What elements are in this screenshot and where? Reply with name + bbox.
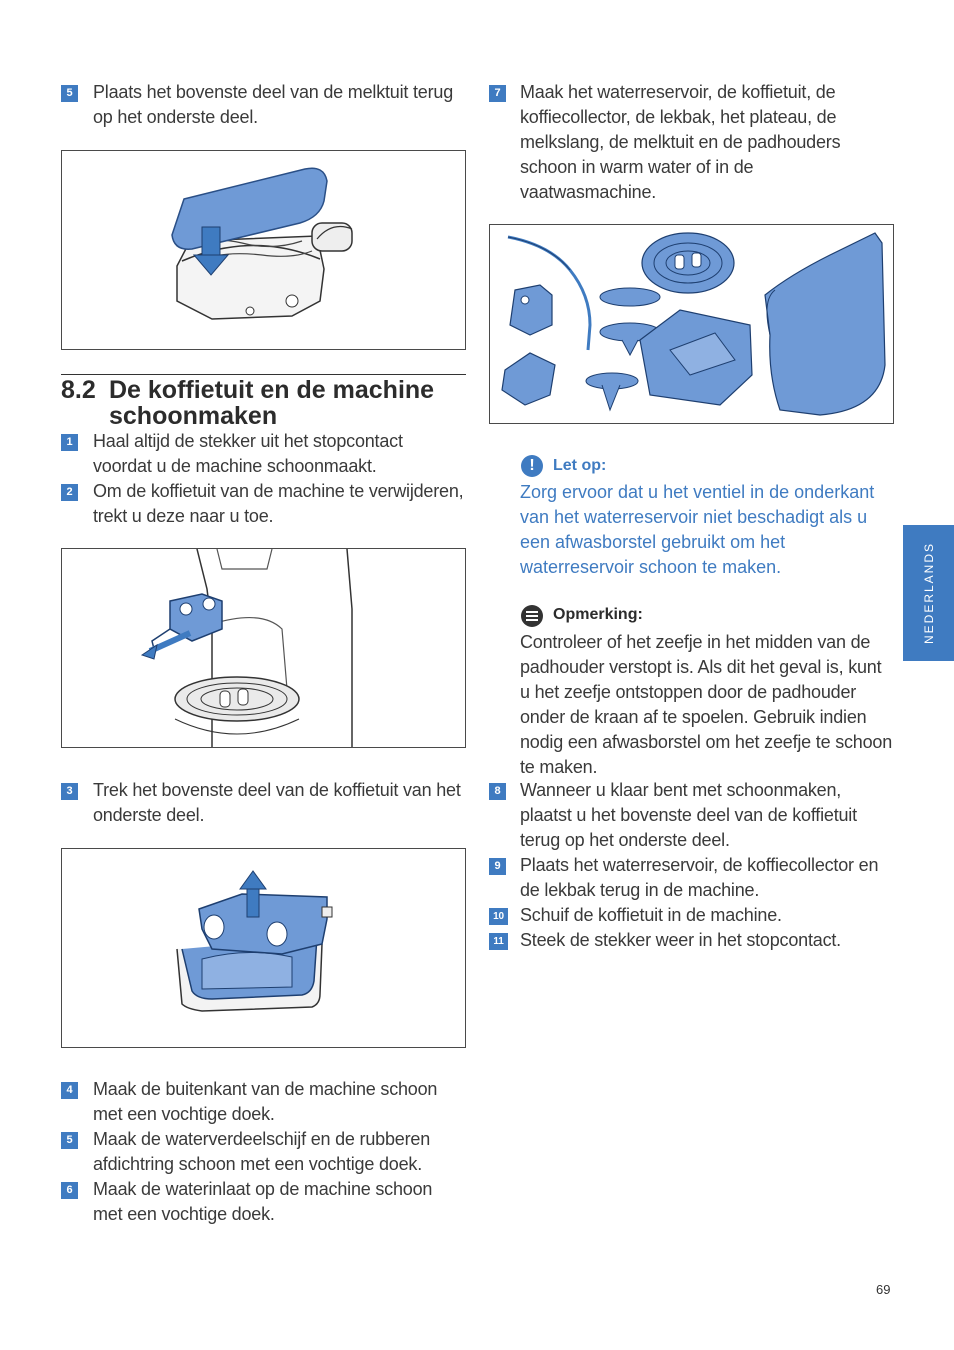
section-title: De koffietuit en de machine schoonmaken [109, 376, 435, 430]
step-5-waterverdeelschijf [61, 1127, 466, 1177]
step-text: Maak de waterinlaat op de machine schoon met een vochtige doek. [93, 1179, 433, 1224]
step-text: Maak de buitenkant van de machine schoon met een vochtige doek. [93, 1079, 438, 1124]
warning-icon: ! [521, 455, 543, 477]
step-number-badge: 8 [489, 783, 506, 800]
illustration-milk-spout-assembly [61, 150, 466, 350]
step-10 [489, 903, 894, 928]
step-number-badge: 10 [489, 908, 508, 925]
step-number-badge: 4 [61, 1082, 78, 1099]
step-2 [61, 479, 466, 529]
note-icon [521, 605, 543, 627]
step-3 [61, 778, 466, 828]
note-title: Opmerking: [553, 606, 643, 623]
step-6 [61, 1177, 466, 1227]
step-number-badge: 3 [61, 783, 78, 800]
language-side-tab [903, 525, 954, 661]
section-number: 8.2 [61, 376, 96, 404]
step-8 [489, 778, 894, 853]
step-text: Plaats het bovenste deel van de melktuit terug op het onderste deel. [93, 82, 454, 127]
step-text: Wanneer u klaar bent met schoonmaken, plaatst u het bovenste deel van de koffietuit terug op het onderste deel. [520, 780, 857, 850]
step-number-badge: 5 [61, 85, 78, 102]
step-number-badge: 6 [61, 1182, 78, 1199]
step-number-badge: 1 [61, 434, 78, 451]
step-text: Steek de stekker weer in het stopcontact. [520, 930, 841, 950]
step-number-badge: 7 [489, 85, 506, 102]
step-number-badge: 5 [61, 1132, 78, 1149]
step-1 [61, 429, 466, 479]
page-number: 69 [876, 1282, 891, 1297]
step-7 [489, 80, 894, 205]
step-text: Schuif de koffietuit in de machine. [520, 905, 782, 925]
illustration-cleanable-parts [489, 224, 894, 424]
caution-text: Zorg ervoor dat u het ventiel in de onderkant van het waterreservoir niet beschadigt als u een afwasborstel gebruikt om het waterreservoir schoon te maken. [520, 482, 875, 577]
illustration-remove-coffee-spout [61, 548, 466, 748]
step-text: Maak de waterverdeelschijf en de rubberen afdichtring schoon met een vochtige doek. [93, 1129, 430, 1174]
step-9 [489, 853, 894, 903]
step-11 [489, 928, 894, 953]
illustration-separate-coffee-spout [61, 848, 466, 1048]
step-text: Om de koffietuit van de machine te verwijderen, trekt u deze naar u toe. [93, 481, 464, 526]
step-text: Plaats het waterreservoir, de koffiecollector en de lekbak terug in de machine. [520, 855, 879, 900]
step-number-badge: 11 [489, 933, 508, 950]
step-number-badge: 2 [61, 484, 78, 501]
step-text: Trek het bovenste deel van de koffietuit van het onderste deel. [93, 780, 461, 825]
section-heading [61, 374, 466, 430]
note-text: Controleer of het zeefje in het midden van de padhouder verstopt is. Als dit het geval is, kunt u het zeefje ontstoppen door de padhouder onder de kraan af te spoelen. Gebruik indien nodig een afwasborstel om het zeefje te schoon te maken. [520, 632, 893, 777]
step-5-melktuit [61, 80, 471, 130]
step-text: Haal altijd de stekker uit het stopcontact voordat u de machine schoonmaakt. [93, 431, 403, 476]
step-number-badge: 9 [489, 858, 506, 875]
caution-title: Let op: [553, 457, 607, 474]
step-4 [61, 1077, 466, 1127]
step-text: Maak het waterreservoir, de koffietuit, de koffiecollector, de lekbak, het plateau, de melkslang, de melktuit en de padhouders schoon in warm water of in de vaatwasmachine. [520, 82, 841, 202]
language-label: NEDERLANDS [921, 541, 936, 645]
